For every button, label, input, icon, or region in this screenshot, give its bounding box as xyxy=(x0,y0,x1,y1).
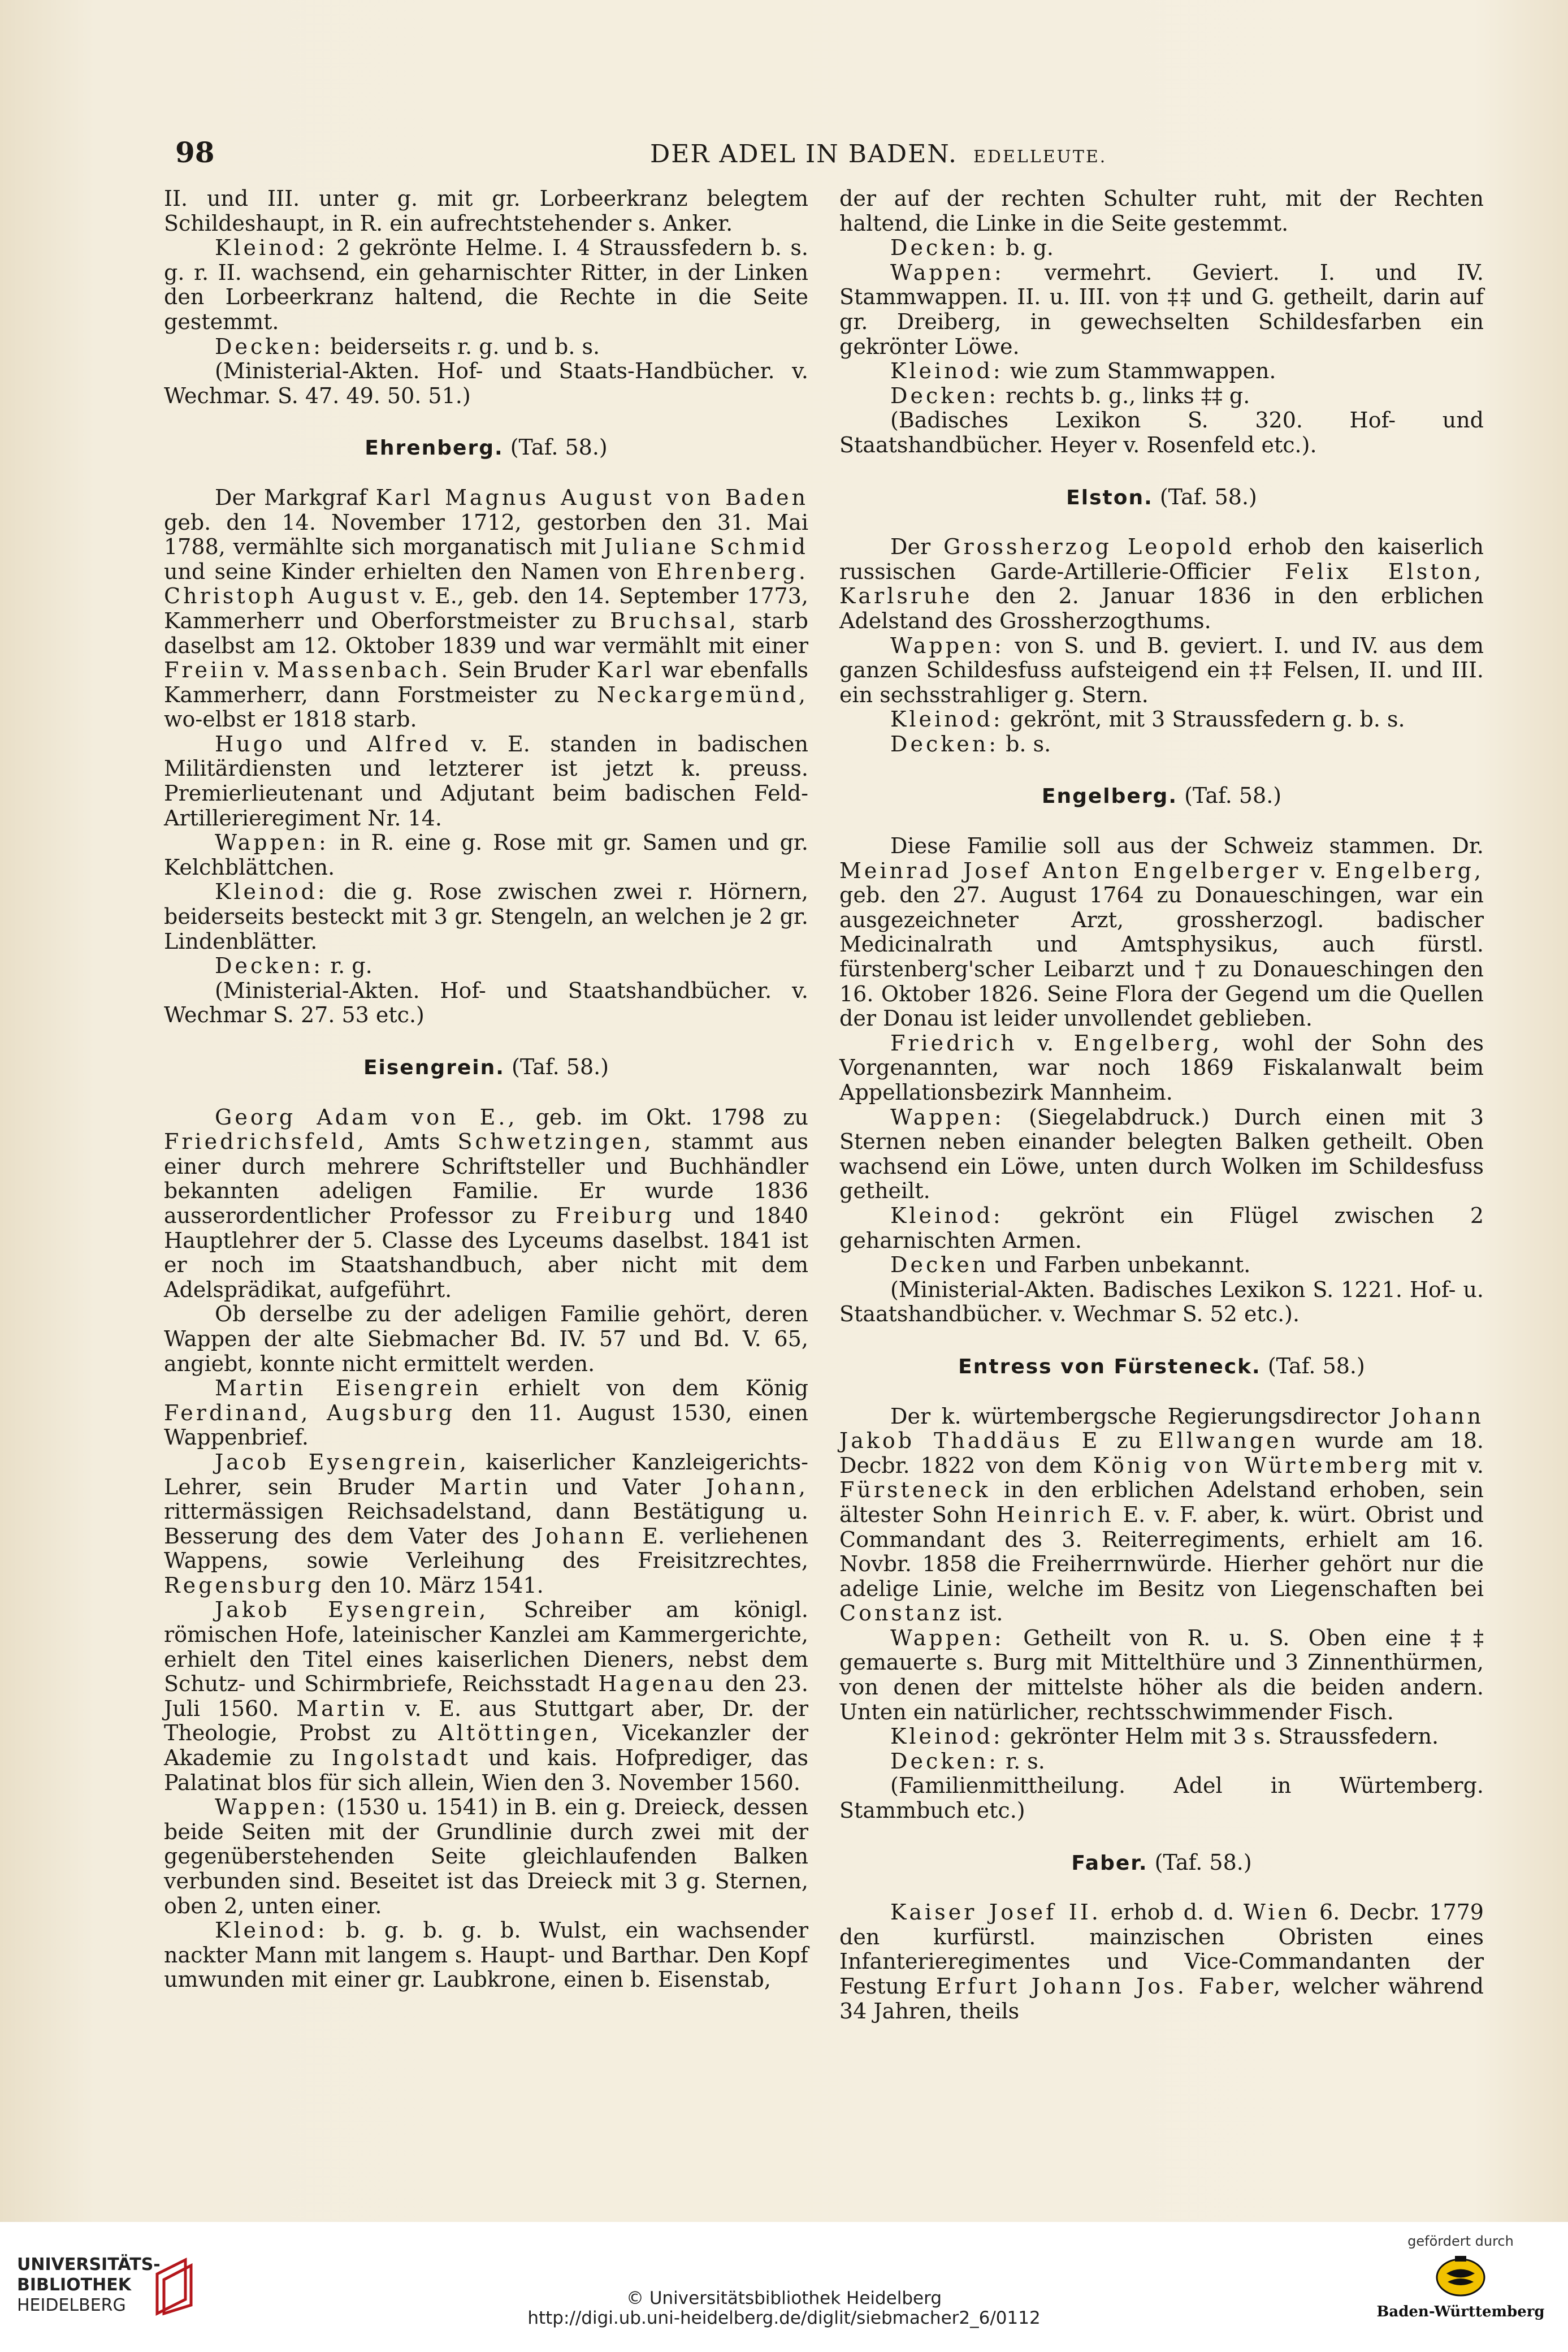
page-number: 98 xyxy=(175,136,215,169)
citation: (Ministerial-Akten. Hof- und Staats-Handbücher. v. Wechmar. S. 47. 49. 50. 51.) xyxy=(164,358,808,408)
paragraph: Kleinod: gekrönter Helm mit 3 s. Straussfedern. xyxy=(890,1724,1439,1749)
paragraph: Wappen: Getheilt von R. u. S. Oben eine ‡‡ gemauerte s. Burg mit Mittelthüre und 3 Zinnenthürmen, von denen der mittelste höher als die beiden andern. Unten ein natürlicher, rechtsschwimmender Fisch. xyxy=(839,1625,1484,1724)
sponsor-block xyxy=(1376,2233,1545,2320)
paragraph: Kleinod: gekrönt, mit 3 Straussfedern g. b. s. xyxy=(890,707,1405,732)
left-column xyxy=(164,187,808,1992)
paragraph: Ob derselbe zu der adeligen Familie gehört, deren Wappen der alte Siebmacher Bd. IV. 57 und Bd. V. 65, angiebt, konnte nicht ermittelt werden. xyxy=(164,1302,808,1376)
paragraph: Decken: b. g. xyxy=(890,235,1054,261)
paragraph: Wappen: von S. und B. geviert. I. und IV. aus dem ganzen Schildesfuss aufsteigend ein ‡‡ Felsen, II. und III. ein sechsstrahliger g. Stern. xyxy=(839,633,1484,707)
paragraph: Hugo und Alfred v. E. standen in badischen Militärdiensten und letzterer ist jetzt k. preuss. Premierlieutenant und Adjutant beim badischen Feld-Artillerieregiment Nr. 14. xyxy=(164,731,808,831)
paragraph: Der Grossherzog Leopold erhob den kaiserlich russischen Garde-Artillerie-Officier Felix Elston, Karlsruhe den 2. Januar 1836 in den erblichen Adelstand des Grossherzogthums. xyxy=(839,534,1484,633)
paragraph: Martin Eisengrein erhielt von dem König Ferdinand, Augsburg den 11. August 1530, einen Wappenbrief. xyxy=(164,1376,809,1450)
footer-bar xyxy=(0,2222,1568,2352)
citation: (Familienmittheilung. Adel in Würtemberg. Stammbuch etc.) xyxy=(839,1773,1484,1823)
paragraph: Kleinod: wie zum Stammwappen. xyxy=(890,358,1276,384)
sponsor-name: Baden-Württemberg xyxy=(1376,2303,1545,2320)
section-heading-eisengrein: Eisengrein. (Taf. 58.) xyxy=(363,1054,609,1079)
paragraph: Wappen: vermehrt. Geviert. I. und IV. Stammwappen. II. u. III. von ‡‡ und G. getheilt, darin auf gr. Dreiberg, in gewechselten Schildesfarben ein gekrönter Löwe. xyxy=(839,260,1484,359)
paragraph: Jakob Eysengrein, Schreiber am königl. römischen Hofe, lateinischer Kanzlei am Kammergerichte, erhielt den Titel eines kaiserlichen Dieners, nebst dem Schutz- und Schirmbriefe, Reichsstadt Hagenau den 23. Juli 1560. Martin v. E. aus Stuttgart aber, Dr. der Theologie, Probst zu Altöttingen, Vicekanzler der Akademie zu Ingolstadt und kais. Hofprediger, das Palatinat blos für sich allein, Wien den 3. November 1560. xyxy=(164,1597,809,1795)
paragraph: Jacob Eysengrein, kaiserlicher Kanzleigerichts-Lehrer, sein Bruder Martin und Vater Johann, rittermässigen Reichsadelstand, dann Bestätigung u. Besserung des dem Vater des Johann E. verliehenen Wappens, sowie Verleihung des Freisitzrechtes, Regensburg den 10. März 1541. xyxy=(164,1449,809,1598)
sponsor-label: gefördert durch xyxy=(1407,2233,1514,2249)
paragraph: Decken: b. s. xyxy=(890,731,1051,756)
paragraph: II. und III. unter g. mit gr. Lorbeerkranz belegtem Schildeshaupt, in R. ein aufrechtstehender s. Anker. xyxy=(164,186,808,236)
paragraph: Kleinod: b. g. b. g. b. Wulst, ein wachsender nackter Mann mit langem s. Haupt- und Barthar. Den Kopf umwunden mit einer gr. Laubkrone, einen b. Eisenstab, xyxy=(164,1918,808,1992)
citation: (Ministerial-Akten. Hof- und Staatshandbücher. v. Wechmar S. 27. 53 etc.) xyxy=(164,978,808,1028)
section-heading-faber: Faber. (Taf. 58.) xyxy=(1071,1849,1252,1875)
state-crest-icon xyxy=(1430,2254,1492,2299)
section-heading-elston: Elston. (Taf. 58.) xyxy=(1066,484,1257,509)
citation: (Badisches Lexikon S. 320. Hof- und Staatshandbücher. Heyer v. Rosenfeld etc.). xyxy=(839,408,1484,457)
library-logo-text: UNIVERSITÄTS- BIBLIOTHEK HEIDELBERG xyxy=(17,2255,161,2315)
paragraph: Decken und Farben unbekannt. xyxy=(890,1252,1251,1278)
paragraph: Der k. würtembergsche Regierungsdirector Johann Jakob Thaddäus E zu Ellwangen wurde am 18. Decbr. 1822 von dem König von Würtemberg mit v. Fürsteneck in den erblichen Adelstand erhoben, sein ältester Sohn Heinrich E. v. F. aber, k. würt. Obrist und Commandant des 3. Reiterregiments, erhielt am 16. Novbr. 1858 die Freiherrnwürde. Hierher gehört nur die adelige Linie, welche im Besitz von Liegenschaften bei Constanz ist. xyxy=(839,1403,1484,1626)
section-heading-ehrenberg: Ehrenberg. (Taf. 58.) xyxy=(365,435,608,460)
paragraph: Kleinod: gekrönt ein Flügel zwischen 2 geharnischten Armen. xyxy=(839,1203,1484,1253)
paragraph: Wappen: (Siegelabdruck.) Durch einen mit 3 Sternen neben einander belegten Balken getheilt. Oben wachsend ein Löwe, unten durch Wolken im Schildesfuss getheilt. xyxy=(839,1104,1484,1204)
running-header xyxy=(175,136,1492,175)
running-subtitle: EDELLEUTE. xyxy=(973,147,1107,167)
copyright-text: © Universitätsbibliothek Heidelberg xyxy=(626,2288,942,2308)
paragraph: Kleinod: die g. Rose zwischen zwei r. Hörnern, beiderseits besteckt mit 3 gr. Stengeln, an welchen je 2 gr. Lindenblätter. xyxy=(164,879,808,954)
paragraph: Decken: rechts b. g., links ‡‡ g. xyxy=(890,383,1250,408)
paragraph: Decken: r. s. xyxy=(890,1748,1045,1774)
paragraph: Georg Adam von E., geb. im Okt. 1798 zu Friedrichsfeld, Amts Schwetzingen, stammt aus einer durch mehrere Schriftsteller und Buchhändler bekannten adeligen Familie. Er wurde 1836 ausserordentlicher Professor zu Freiburg und 1840 Hauptlehrer der 5. Classe des Lyceums daselbst. 1841 ist er noch im Staatshandbuch, aber nicht mit dem Adelsprädikat, aufgeführt. xyxy=(164,1104,809,1302)
paragraph: Wappen: (1530 u. 1541) in B. ein g. Dreieck, dessen beide Seiten mit der Grundlinie durch zwei mit der gegenüberstehenden Seite gleichlaufenden Balken verbunden sind. Beseitet ist das Dreieck mit 3 g. Sternen, oben 2, unten einer. xyxy=(164,1795,808,1918)
paragraph: Kleinod: 2 gekrönte Helme. I. 4 Straussfedern b. s. g. r. II. wachsend, ein geharnischter Ritter, in der Linken den Lorbeerkranz haltend, die Rechte in die Seite gestemmt. xyxy=(164,235,808,334)
right-column xyxy=(839,187,1484,2024)
paragraph: Der Markgraf Karl Magnus August von Baden geb. den 14. November 1712, gestorben den 31. Mai 1788, vermählte sich morganatisch mit Juliane Schmid und seine Kinder erhielten den Namen von Ehrenberg. Christoph August v. E., geb. den 14. September 1773, Kammerherr und Oberforstmeister zu Bruchsal, starb daselbst am 12. Oktober 1839 und war vermählt mit einer Freiin v. Massenbach. Sein Bruder Karl war ebenfalls Kammerherr, dann Forstmeister zu Neckargemünd, wo-elbst er 1818 starb. xyxy=(164,485,809,732)
paragraph: der auf der rechten Schulter ruht, mit der Rechten haltend, die Linke in die Seite gestemmt. xyxy=(839,186,1484,236)
paragraph: Decken: beiderseits r. g. und b. s. xyxy=(215,334,600,359)
paragraph: Wappen: in R. eine g. Rose mit gr. Samen und gr. Kelchblättchen. xyxy=(164,830,808,880)
section-heading-engelberg: Engelberg. (Taf. 58.) xyxy=(1041,783,1282,808)
paragraph: Kaiser Josef II. erhob d. d. Wien 6. Decbr. 1779 den kurfürstl. mainzischen Obristen eines Infanterieregimentes und Vice-Commandanten der Festung Erfurt Johann Jos. Faber, welcher während 34 Jahren, theils xyxy=(839,1900,1484,2024)
citation: (Ministerial-Akten. Badisches Lexikon S. 1221. Hof- u. Staatshandbücher. v. Wechmar S. 52 etc.). xyxy=(839,1277,1484,1327)
paragraph: Diese Familie soll aus der Schweiz stammen. Dr. Meinrad Josef Anton Engelberger v. Engelberg, geb. den 27. August 1764 zu Donaueschingen, war ein ausgezeichneter Arzt, grossherzogl. badischer Medicinalrath und Amtsphysikus, auch fürstl. fürstenberg'scher Leibarzt und † zu Donaueschingen den 16. Oktober 1826. Seine Flora der Gegend um die Quellen der Donau ist leider unvollendet geblieben. xyxy=(839,833,1484,1031)
section-heading-entress: Entress von Fürsteneck. (Taf. 58.) xyxy=(958,1353,1365,1378)
permalink-url[interactable]: http://digi.ub.uni-heidelberg.de/diglit/siebmacher2_6/0112 xyxy=(527,2308,1041,2328)
paragraph: Friedrich v. Engelberg, wohl der Sohn des Vorgenannten, war noch 1869 Fiskalanwalt beim Appellationsbezirk Mannheim. xyxy=(839,1030,1484,1105)
paragraph: Decken: r. g. xyxy=(215,953,372,979)
running-title: DER ADEL IN BADEN. xyxy=(650,140,958,168)
